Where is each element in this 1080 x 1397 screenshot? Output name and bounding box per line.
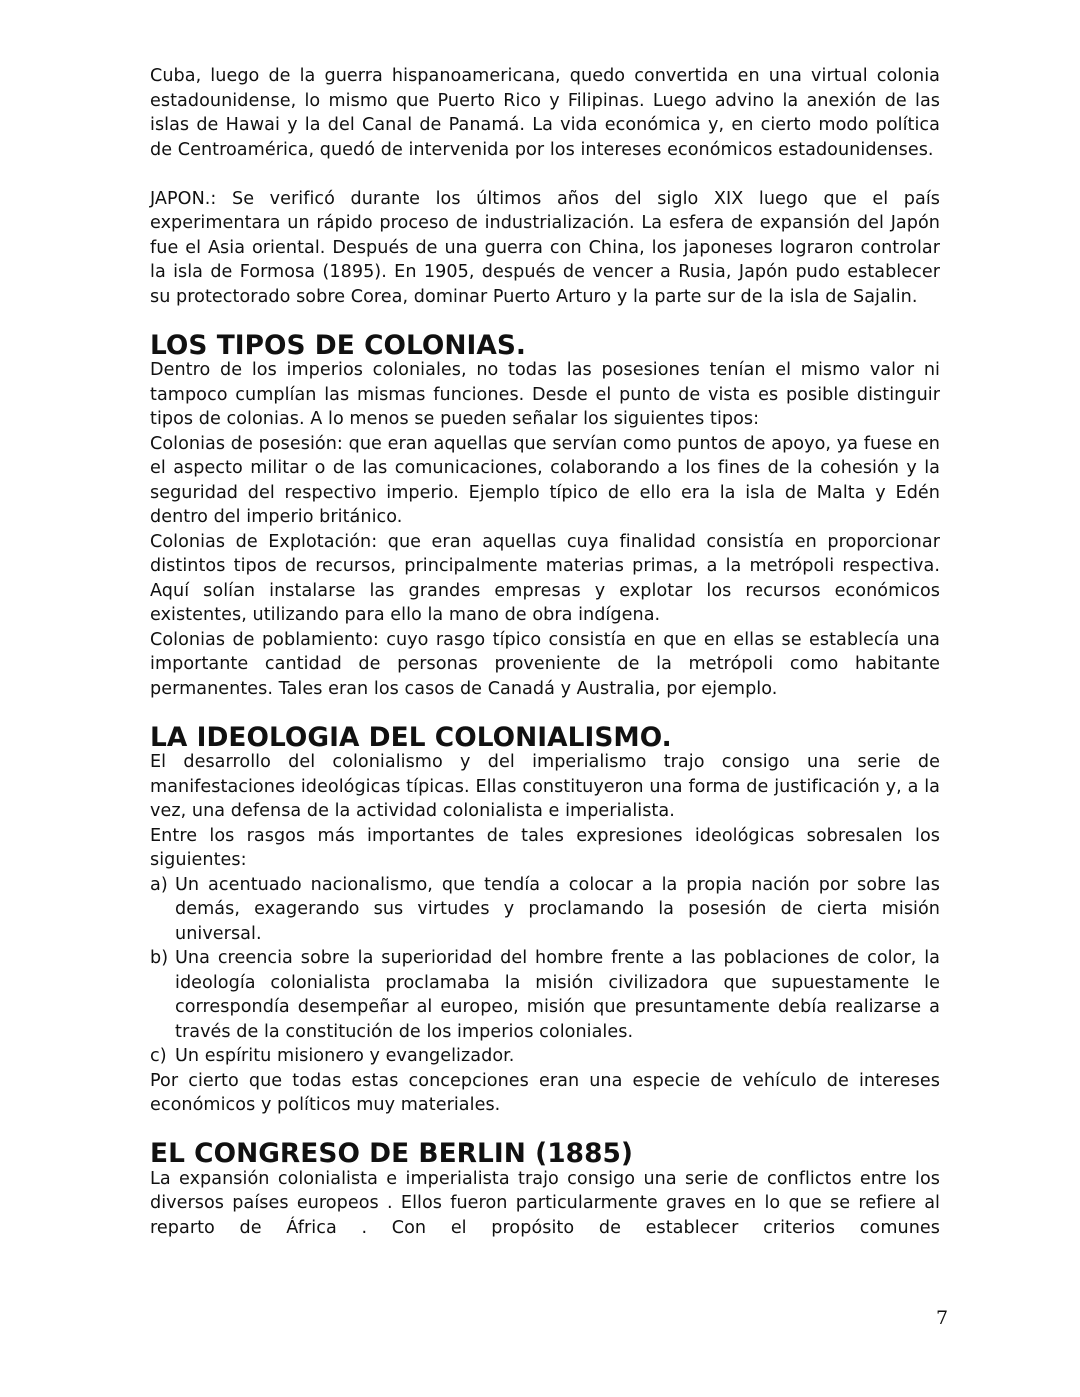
list-item: [150, 946, 940, 1044]
paragraph-japon: JAPON.: Se verificó durante los últimos años del siglo XIX luego que el país experimentara un rápido proceso de industrialización. La esfera de expansión del Japón fue el Asia oriental. Después de una guerra con China, los japoneses lograron controlar la isla de Formosa (1895). En 1905, después de vencer a Rusia, Japón pudo establecer su protectorado sobre Corea, dominar Puerto Arturo y la parte sur de la isla de Sajalin.: [150, 188, 940, 307]
section-heading: EL CONGRESO DE BERLIN (1885): [150, 1138, 634, 1169]
paragraph-intro: Dentro de los imperios coloniales, no todas las posesiones tenían el mismo valor ni tampoco cumplían las mismas funciones. Desde el punto de vista es posible distinguir tipos de colonias. A lo menos se pueden señalar los siguientes tipos:: [150, 360, 940, 429]
paragraph-closing: Por cierto que todas estas concepciones eran una especie de vehículo de intereses económicos y políticos muy materiales.: [150, 1070, 940, 1115]
paragraph-desarrollo: El desarrollo del colonialismo y del imperialismo trajo consigo una serie de manifestaciones ideológicas típicas. Ellas constituyeron una forma de justificación y, a la vez, una defensa de la actividad colonialista e imperialista.: [150, 752, 940, 821]
paragraph-colonias-poblamiento: Colonias de poblamiento: cuyo rasgo típico consistía en que en ellas se establecía una importante cantidad de personas proveniente de la metrópoli como habitante permanentes. Tales eran los casos de Canadá y Australia, por ejemplo.: [150, 629, 940, 699]
paragraph-colonias-posesion: Colonias de posesión: que eran aquellas que servían como puntos de apoyo, ya fuese en el aspecto militar o de las comunicaciones, colaborando a los fines de la cohesión y la seguridad del respectivo imperio. Ejemplo típico de ello era la isla de Malta y Edén dentro del imperio británico.: [150, 433, 940, 527]
list-item: [150, 1044, 940, 1069]
section-heading: LOS TIPOS DE COLONIAS.: [150, 329, 526, 361]
paragraph-rasgos: Entre los rasgos más importantes de tales expresiones ideológicas sobresalen los siguientes:: [150, 825, 940, 870]
list-text: Un acentuado nacionalismo, que tendía a colocar a la propia nación por sobre las demás, exagerando sus virtudes y proclamando la posesión de cierta misión universal.: [175, 874, 940, 944]
ideology-list: [150, 873, 940, 1069]
section-tipos-de-colonias: [150, 329, 940, 702]
paragraph-cuba: Cuba, luego de la guerra hispanoamericana, quedo convertida en una virtual colonia estadounidense, lo mismo que Puerto Rico y Filipinas. Luego advino la anexión de las islas de Hawai y la del Canal de Panamá. La vida económica y, en cierto modo política de Centroamérica, quedó de intervenida por los intereses económicos estadounidenses.: [150, 66, 940, 160]
paragraph-expansion: La expansión colonialista e imperialista trajo consigo una serie de conflictos entre los diversos países europeos . Ellos fueron particularmente graves en lo que se refiere al reparto de África . Con el propósito de establecer criterios comunes: [150, 1168, 940, 1238]
spacer: [150, 162, 940, 187]
list-text: Un espíritu misionero y evangelizador.: [175, 1046, 515, 1066]
list-marker: b): [150, 948, 169, 968]
section-congreso-berlin: [150, 1138, 940, 1240]
list-marker: c): [150, 1046, 167, 1066]
list-item: [150, 873, 940, 947]
page-number: 7: [936, 1307, 949, 1329]
paragraph-colonias-explotacion: Colonias de Explotación: que eran aquellas cuya finalidad consistía en proporcionar distintos tipos de recursos, principalmente materias primas, a la metrópoli respectiva. Aquí solían instalarse las grandes empresas y explotar los recursos económicos existentes, utilizando para ello la mano de obra indígena.: [150, 531, 940, 625]
document-page: [150, 64, 940, 1240]
list-text: Una creencia sobre la superioridad del hombre frente a las poblaciones de color, la ideología colonialista proclamaba la misión civilizadora que supuestamente le correspondía desempeñar al europeo, misión que presuntamente debía realizarse a través de la constitución de los imperios coloniales.: [175, 948, 940, 1042]
section-ideologia-colonialismo: [150, 721, 940, 1118]
list-marker: a): [150, 874, 168, 895]
section-heading: LA IDEOLOGIA DEL COLONIALISMO.: [150, 721, 672, 753]
